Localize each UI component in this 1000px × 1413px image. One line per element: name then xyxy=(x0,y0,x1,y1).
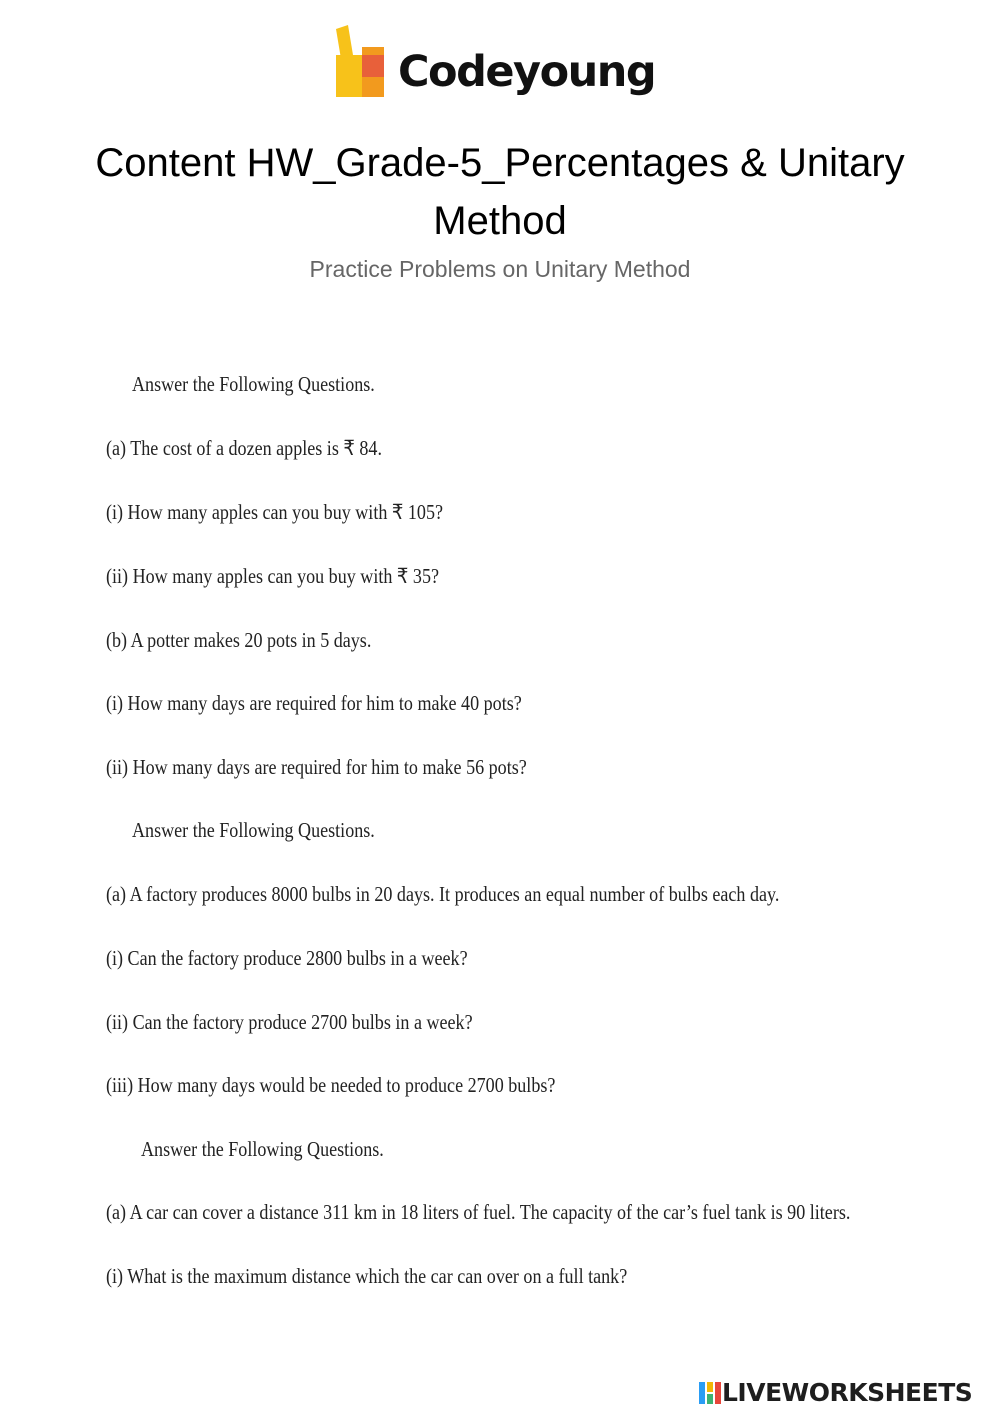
page-title: Content HW_Grade-5_Percentages & Unitary Method xyxy=(95,141,905,243)
liveworksheets-watermark xyxy=(698,1378,994,1408)
brand-name: Codeyoung xyxy=(398,47,656,97)
question-text: (i) How many days are required for him to make 40 pots? xyxy=(106,691,522,715)
question-text: (iii) How many days would be needed to produce 2700 bulbs? xyxy=(106,1073,556,1097)
question-text: (a) A factory produces 8000 bulbs in 20 days. It produces an equal number of bulbs each day. xyxy=(106,882,780,906)
question-text: (ii) How many days are required for him to make 56 pots? xyxy=(106,755,527,779)
codeyoung-logo xyxy=(332,25,672,107)
page-subtitle: Practice Problems on Unitary Method xyxy=(309,256,691,282)
section-heading: Answer the Following Questions. xyxy=(132,372,375,396)
question-text: (i) How many apples can you buy with ₹ 105? xyxy=(106,500,444,524)
section-heading: Answer the Following Questions. xyxy=(132,818,375,842)
question-text: (a) A car can cover a distance 311 km in 18 liters of fuel. The capacity of the car’s fuel tank is 90 liters. xyxy=(106,1200,851,1224)
liveworksheets-logo-icon xyxy=(698,1380,722,1406)
question-text: (a) The cost of a dozen apples is ₹ 84. xyxy=(106,436,382,460)
question-text: (ii) Can the factory produce 2700 bulbs in a week? xyxy=(106,1010,473,1034)
section-heading: Answer the Following Questions. xyxy=(141,1137,384,1161)
question-text: (i) Can the factory produce 2800 bulbs in a week? xyxy=(106,946,468,970)
codeyoung-logo-icon xyxy=(332,25,388,100)
question-text: (i) What is the maximum distance which the car can over on a full tank? xyxy=(106,1264,628,1288)
liveworksheets-label: LIVEWORKSHEETS xyxy=(722,1378,973,1407)
question-text: (b) A potter makes 20 pots in 5 days. xyxy=(106,628,372,652)
question-text: (ii) How many apples can you buy with ₹ 35? xyxy=(106,564,439,588)
